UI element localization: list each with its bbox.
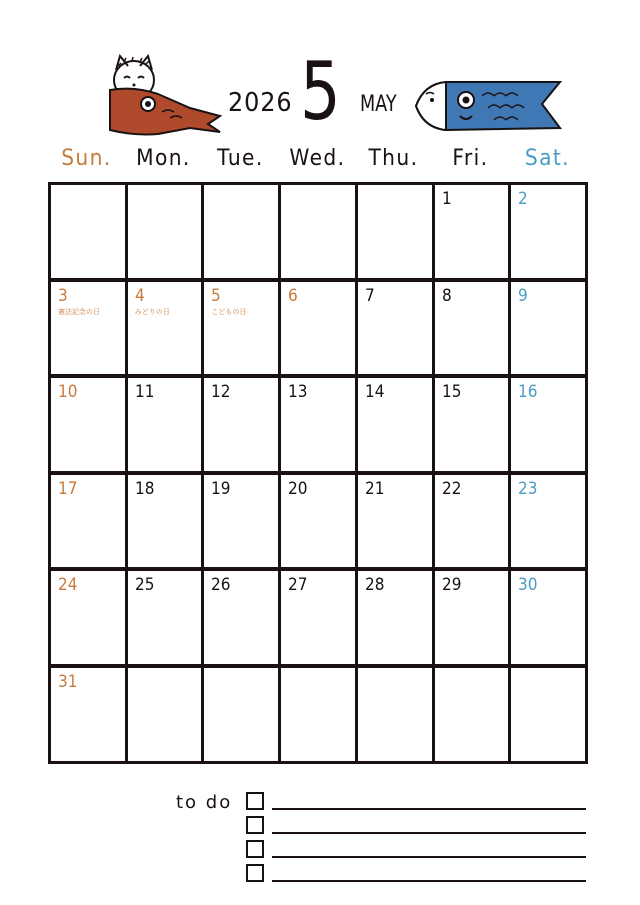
calendar-day-cell[interactable] — [128, 571, 205, 668]
day-number: 17 — [58, 478, 78, 499]
day-number: 16 — [518, 382, 538, 402]
holiday-name: こどもの日 — [211, 307, 247, 316]
day-number: 7 — [364, 285, 375, 306]
calendar-day-cell[interactable] — [511, 475, 588, 572]
day-number: 15 — [441, 382, 462, 402]
weekday-saturday: Sat. — [525, 146, 571, 171]
todo-line[interactable] — [272, 832, 586, 834]
day-number: 1 — [441, 189, 452, 209]
holiday-name: みどりの日 — [134, 307, 170, 316]
day-number: 11 — [134, 382, 155, 402]
day-number: 27 — [288, 575, 308, 595]
calendar-day-cell[interactable] — [204, 282, 281, 379]
weekday-tuesday: Tue. — [216, 146, 264, 171]
day-number: 13 — [288, 382, 308, 402]
calendar-day-cell[interactable] — [435, 185, 512, 282]
calendar-day-cell[interactable] — [358, 378, 435, 475]
weekday-friday: Fri. — [452, 146, 489, 171]
day-number: 25 — [134, 575, 155, 595]
calendar-day-cell[interactable] — [435, 282, 512, 379]
calendar-day-cell[interactable] — [358, 185, 435, 282]
calendar-day-cell[interactable] — [204, 378, 281, 475]
calendar-day-cell[interactable] — [281, 378, 358, 475]
todo-item[interactable] — [246, 792, 588, 814]
calendar-day-cell[interactable] — [435, 378, 512, 475]
day-number: 3 — [58, 285, 68, 306]
todo-item[interactable] — [246, 864, 588, 886]
day-number: 23 — [518, 478, 538, 499]
calendar-day-cell[interactable] — [435, 668, 512, 765]
day-number: 22 — [441, 478, 462, 499]
calendar-day-cell[interactable] — [204, 475, 281, 572]
calendar-day-cell[interactable] — [358, 668, 435, 765]
todo-line[interactable] — [272, 856, 586, 858]
day-number: 18 — [134, 478, 155, 499]
weekday-thursday: Thu. — [368, 146, 419, 171]
calendar-day-cell[interactable] — [358, 282, 435, 379]
calendar-day-cell[interactable] — [511, 378, 588, 475]
calendar-day-cell[interactable] — [204, 571, 281, 668]
calendar-day-cell[interactable] — [511, 282, 588, 379]
calendar-day-cell[interactable] — [511, 185, 588, 282]
blue-koinobori-icon — [406, 76, 566, 136]
calendar-day-cell[interactable] — [51, 378, 128, 475]
todo-label: to do — [176, 792, 233, 813]
checkbox-icon[interactable] — [246, 864, 264, 882]
todo-item[interactable] — [246, 816, 588, 838]
calendar-day-cell[interactable] — [128, 282, 205, 379]
calendar-day-cell[interactable] — [281, 282, 358, 379]
weekday-header-row — [48, 146, 586, 176]
calendar-day-cell[interactable] — [511, 668, 588, 765]
calendar-day-cell[interactable] — [281, 185, 358, 282]
calendar-year: 2026 — [228, 88, 293, 118]
month-name: MAY — [360, 92, 397, 117]
day-number: 26 — [211, 575, 231, 595]
day-number: 21 — [364, 478, 385, 499]
calendar-day-cell[interactable] — [435, 571, 512, 668]
calendar-day-cell[interactable] — [204, 668, 281, 765]
calendar-day-cell[interactable] — [128, 185, 205, 282]
calendar-day-cell[interactable] — [128, 475, 205, 572]
day-number: 28 — [364, 575, 385, 595]
day-number: 2 — [518, 189, 529, 209]
todo-section — [174, 788, 594, 898]
day-number: 29 — [441, 575, 462, 595]
day-number: 4 — [134, 285, 145, 306]
calendar-grid — [48, 182, 588, 764]
checkbox-icon[interactable] — [246, 816, 264, 834]
checkbox-icon[interactable] — [246, 840, 264, 858]
day-number: 12 — [211, 382, 231, 402]
calendar-day-cell[interactable] — [51, 571, 128, 668]
day-number: 5 — [211, 285, 222, 306]
weekday-sunday: Sun. — [61, 146, 112, 171]
day-number: 20 — [288, 478, 308, 499]
calendar-day-cell[interactable] — [128, 378, 205, 475]
calendar-day-cell[interactable] — [281, 571, 358, 668]
day-number: 8 — [441, 285, 452, 306]
todo-line[interactable] — [272, 880, 586, 882]
day-number: 6 — [288, 285, 298, 306]
calendar-day-cell[interactable] — [51, 185, 128, 282]
calendar-day-cell[interactable] — [358, 571, 435, 668]
weekday-wednesday: Wed. — [288, 146, 346, 171]
calendar-day-cell[interactable] — [128, 668, 205, 765]
calendar-day-cell[interactable] — [435, 475, 512, 572]
day-number: 30 — [518, 575, 538, 595]
weekday-monday: Mon. — [135, 146, 191, 171]
calendar-day-cell[interactable] — [511, 571, 588, 668]
day-number: 24 — [58, 575, 78, 595]
day-number: 10 — [58, 382, 78, 402]
checkbox-icon[interactable] — [246, 792, 264, 810]
month-number: 5 — [300, 45, 341, 138]
holiday-name: 憲法記念の日 — [58, 307, 100, 316]
calendar-day-cell[interactable] — [281, 475, 358, 572]
calendar-day-cell[interactable] — [51, 668, 128, 765]
todo-item[interactable] — [246, 840, 588, 862]
day-number: 31 — [58, 671, 78, 692]
calendar-day-cell[interactable] — [281, 668, 358, 765]
calendar-day-cell[interactable] — [51, 282, 128, 379]
day-number: 14 — [364, 382, 385, 402]
day-number: 19 — [211, 478, 231, 499]
calendar-day-cell[interactable] — [358, 475, 435, 572]
todo-line[interactable] — [272, 808, 586, 810]
day-number: 9 — [518, 285, 529, 306]
cat-in-koinobori-icon — [104, 52, 224, 138]
calendar-header — [0, 0, 640, 140]
calendar-day-cell[interactable] — [51, 475, 128, 572]
calendar-day-cell[interactable] — [204, 185, 281, 282]
